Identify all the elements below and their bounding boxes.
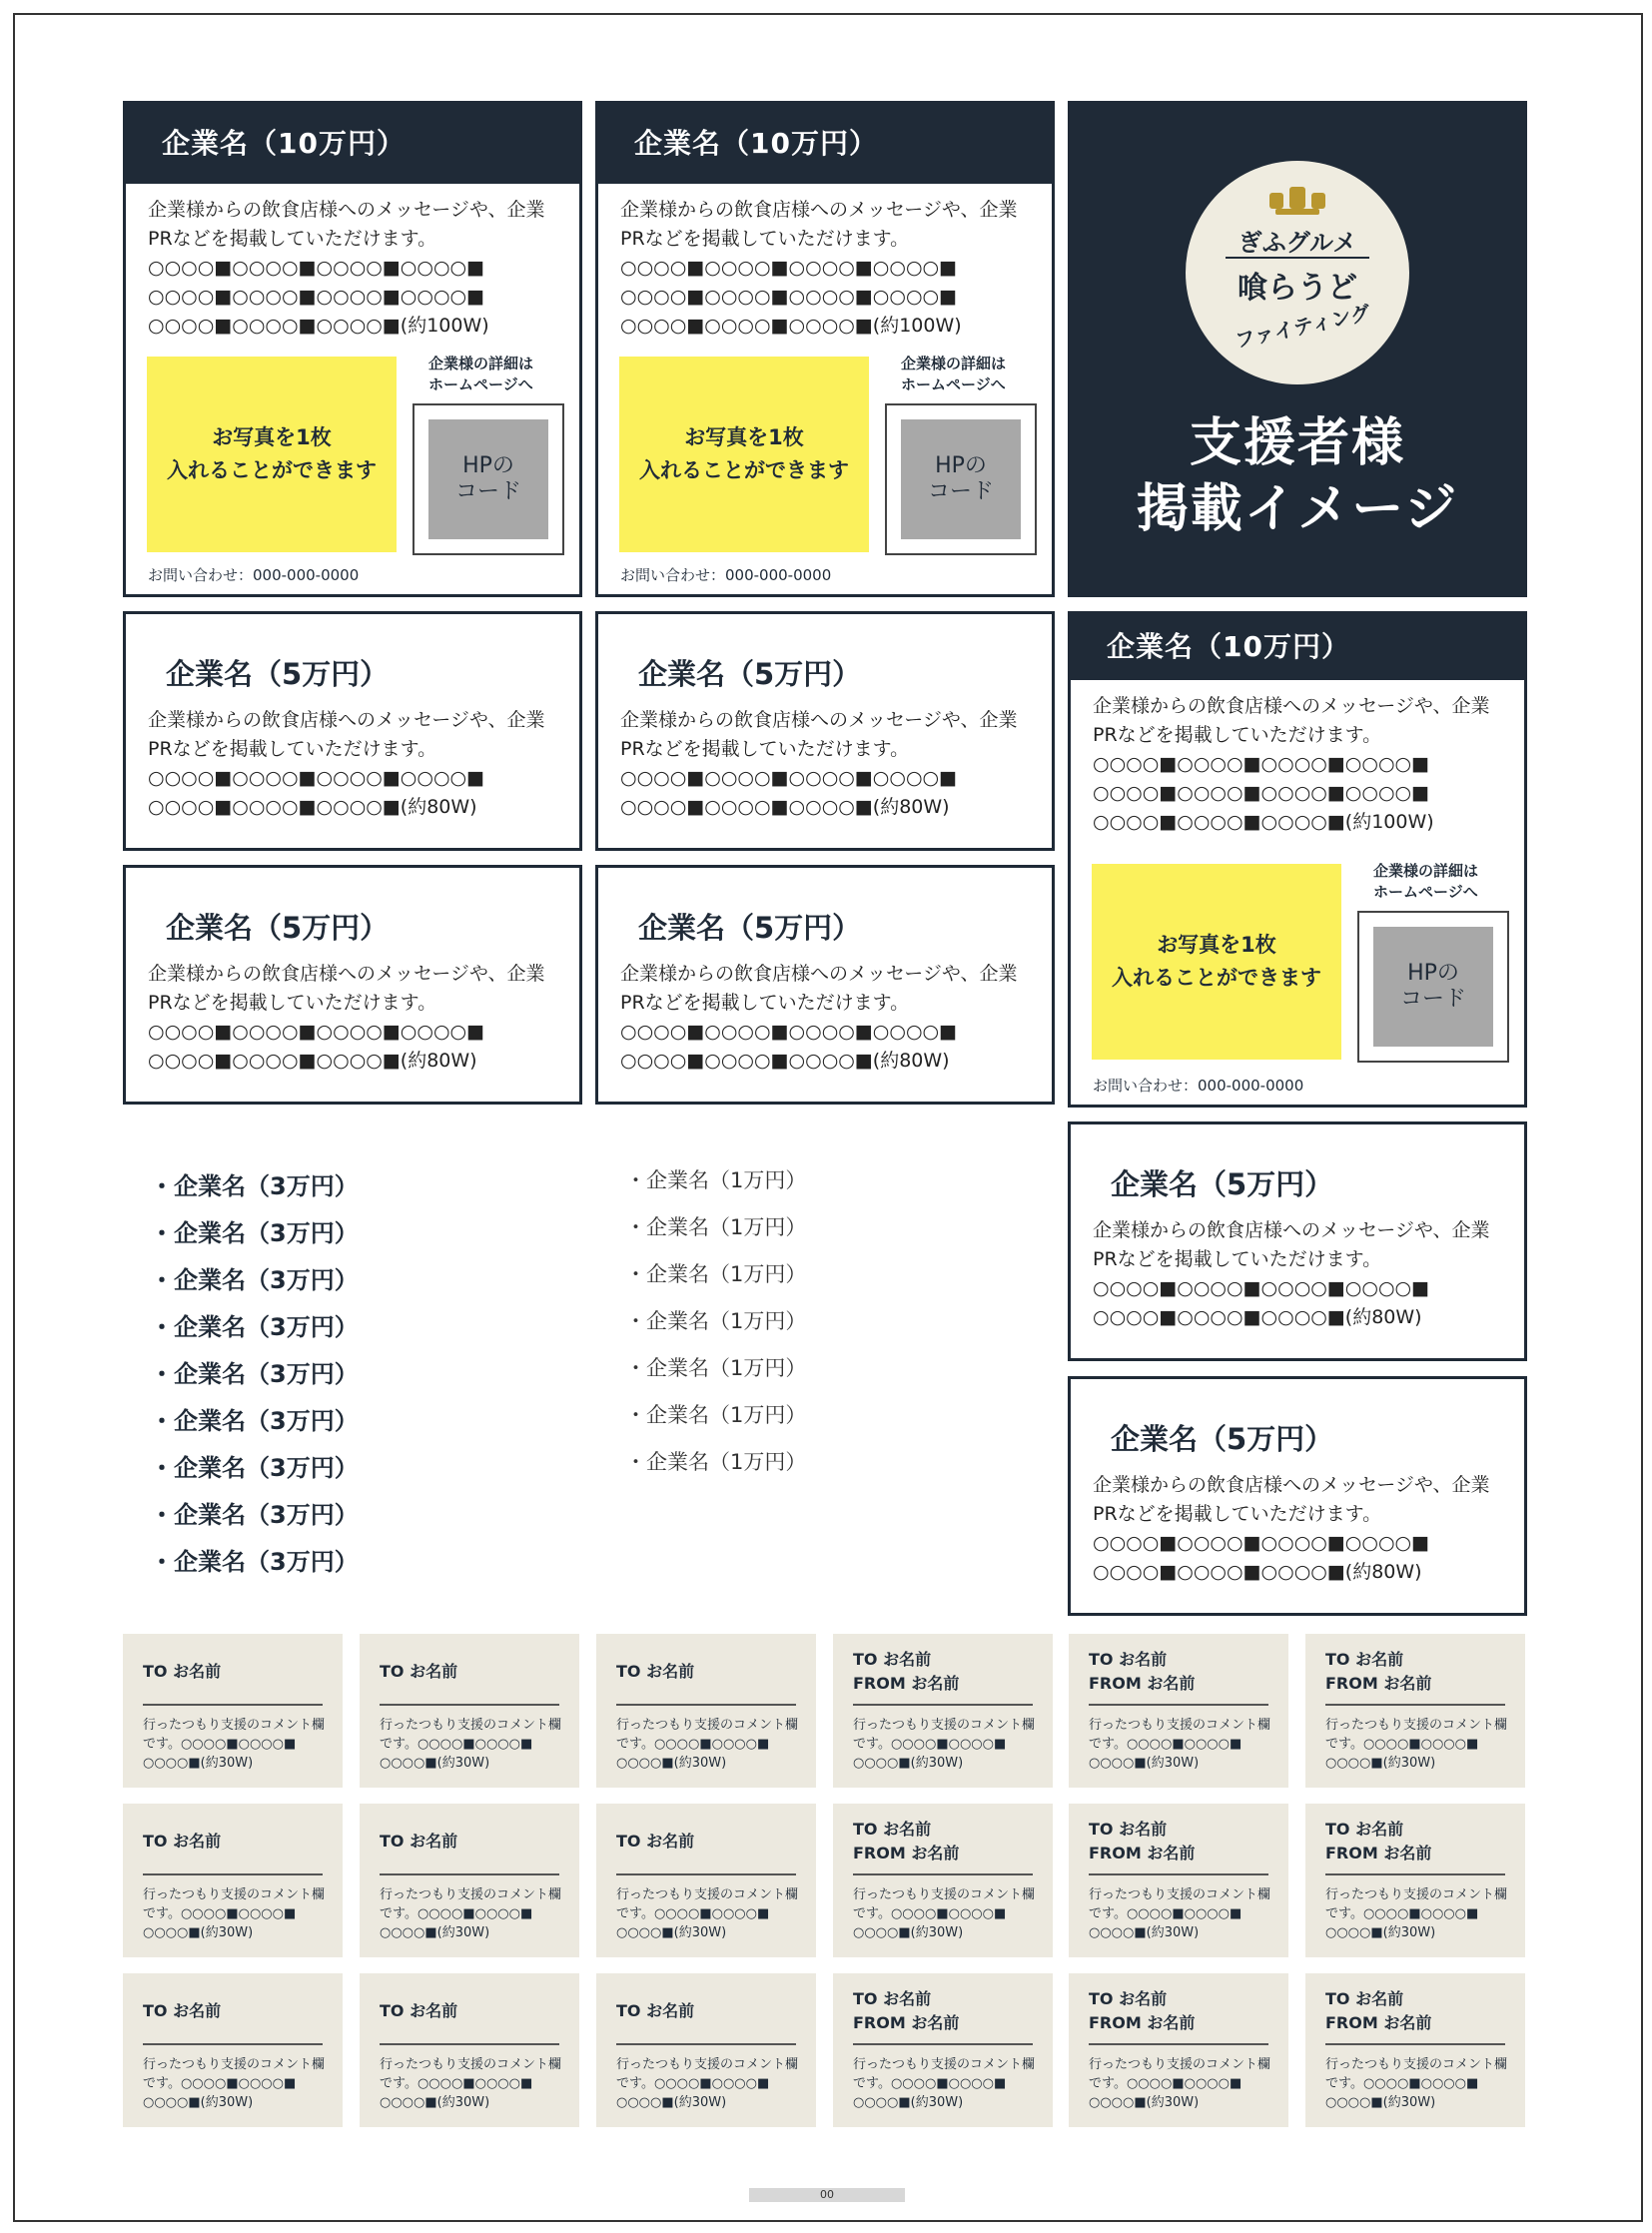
sponsor-box-10man: [1068, 611, 1527, 1108]
list-item: ・企業名（1万円）: [625, 1168, 807, 1192]
hp-caption: 企業様の詳細は ホームページへ: [1373, 862, 1479, 901]
sponsor-name: 企業名（5万円）: [1111, 1422, 1334, 1456]
comment-text: 行ったつもり支援のコメント欄 です。○○○○■○○○○■ ○○○○■(約30W): [616, 2057, 799, 2110]
comment-text: 行ったつもり支援のコメント欄 です。○○○○■○○○○■ ○○○○■(約30W): [1089, 2057, 1271, 2110]
message-card-to: [123, 1804, 343, 1957]
sponsor-name: 企業名（5万円）: [638, 911, 862, 945]
divider: [1089, 1704, 1268, 1706]
sponsor-message: 企業様からの飲食店様へのメッセージや、企業 PRなどを掲載していただけます。 ○○○○■○○○○■○○○○■○○○○■ ○○○○■○○○○■○○○○■(約80W): [620, 963, 1018, 1072]
message-card-to: [123, 1973, 343, 2127]
list-item: ・企業名（3万円）: [150, 1266, 359, 1294]
message-card-to-from: [1305, 1804, 1525, 1957]
contact-info: お問い合わせ：000-000-0000: [1093, 1077, 1304, 1095]
comment-text: 行ったつもり支援のコメント欄 です。○○○○■○○○○■ ○○○○■(約30W): [1325, 1887, 1508, 1940]
gifu-gourmet-logo: ぎふグルメ 喰らうど ファイティング: [1186, 161, 1409, 384]
from-name: FROM お名前: [853, 1844, 960, 1862]
comment-text: 行ったつもり支援のコメント欄 です。○○○○■○○○○■ ○○○○■(約30W): [143, 2057, 326, 2110]
divider: [1089, 1873, 1268, 1875]
message-card-to: [596, 1634, 816, 1788]
divider: [853, 1873, 1033, 1875]
divider: [616, 1873, 796, 1875]
sponsor-message: 企業様からの飲食店様へのメッセージや、企業 PRなどを掲載していただけます。 ○○○○■○○○○■○○○○■○○○○■ ○○○○■○○○○■○○○○■(約80W): [148, 709, 545, 818]
message-card-to-from: [833, 1973, 1053, 2127]
sponsor-list-3man: [150, 1166, 359, 1589]
list-item: ・企業名（1万円）: [625, 1215, 807, 1239]
comment-text: 行ったつもり支援のコメント欄 です。○○○○■○○○○■ ○○○○■(約30W): [1089, 1718, 1271, 1771]
message-card-to-from: [1069, 1973, 1288, 2127]
message-card-to-from: [833, 1804, 1053, 1957]
sponsor-message: 企業様からの飲食店様へのメッセージや、企業 PRなどを掲載していただけます。 ○○○○■○○○○■○○○○■○○○○■ ○○○○■○○○○■○○○○■(約80W): [1093, 1474, 1490, 1583]
to-name: TO お名前: [853, 1650, 932, 1669]
divider: [380, 1873, 559, 1875]
message-card-to: [596, 1804, 816, 1957]
list-item: ・企業名（3万円）: [150, 1548, 359, 1576]
sponsor-box-5man: [123, 611, 582, 851]
to-name: TO お名前: [143, 1662, 222, 1681]
from-name: FROM お名前: [1325, 1674, 1432, 1693]
to-name: TO お名前: [616, 1832, 695, 1851]
message-card-to: [360, 1804, 579, 1957]
message-card-to-from: [1305, 1634, 1525, 1788]
to-name: TO お名前: [1089, 1820, 1168, 1839]
sponsor-name: 企業名（5万円）: [638, 657, 862, 691]
list-item: ・企業名（3万円）: [150, 1501, 359, 1529]
photo-placeholder: お写真を1枚 入れることができます: [1092, 864, 1341, 1060]
from-name: FROM お名前: [1325, 1844, 1432, 1862]
to-name: TO お名前: [853, 1820, 932, 1839]
divider: [1325, 1873, 1505, 1875]
list-item: ・企業名（1万円）: [625, 1262, 807, 1286]
hero-panel: [1068, 101, 1527, 597]
divider: [143, 1704, 323, 1706]
comment-text: 行ったつもり支援のコメント欄 です。○○○○■○○○○■ ○○○○■(約30W): [380, 1887, 562, 1940]
list-item: ・企業名（1万円）: [625, 1309, 807, 1333]
hp-caption: 企業様の詳細は ホームページへ: [901, 355, 1007, 393]
sponsor-box-5man: [1068, 1376, 1527, 1616]
sponsor-box-5man: [595, 865, 1055, 1105]
list-item: ・企業名（3万円）: [150, 1219, 359, 1247]
divider: [616, 2043, 796, 2045]
message-card-to: [596, 1973, 816, 2127]
comment-text: 行ったつもり支援のコメント欄 です。○○○○■○○○○■ ○○○○■(約30W): [380, 1718, 562, 1771]
divider: [143, 2043, 323, 2045]
to-name: TO お名前: [616, 1662, 695, 1681]
sponsor-message: 企業様からの飲食店様へのメッセージや、企業 PRなどを掲載していただけます。 ○○○○■○○○○■○○○○■○○○○■ ○○○○■○○○○■○○○○■○○○○■ ○○○○■○○○○■○○○○■(約100W): [620, 199, 1018, 337]
comment-text: 行ったつもり支援のコメント欄 です。○○○○■○○○○■ ○○○○■(約30W): [853, 1887, 1036, 1940]
divider: [1325, 1704, 1505, 1706]
sponsor-box-5man: [595, 611, 1055, 851]
comment-text: 行ったつもり支援のコメント欄 です。○○○○■○○○○■ ○○○○■(約30W): [143, 1718, 326, 1771]
sponsor-message: 企業様からの飲食店様へのメッセージや、企業 PRなどを掲載していただけます。 ○○○○■○○○○■○○○○■○○○○■ ○○○○■○○○○■○○○○■○○○○■ ○○○○■○○○○■○○○○■(約100W): [148, 199, 545, 337]
to-name: TO お名前: [380, 1832, 458, 1851]
from-name: FROM お名前: [1325, 2013, 1432, 2032]
sponsor-name: 企業名（5万円）: [166, 911, 390, 945]
list-item: ・企業名（3万円）: [150, 1360, 359, 1388]
sponsor-name: 企業名（10万円）: [598, 104, 1052, 184]
message-card-to-from: [1069, 1804, 1288, 1957]
sponsor-box-10man: [123, 101, 582, 597]
to-name: TO お名前: [1325, 1989, 1404, 2008]
sponsor-message: 企業様からの飲食店様へのメッセージや、企業 PRなどを掲載していただけます。 ○○○○■○○○○■○○○○■○○○○■ ○○○○■○○○○■○○○○■(約80W): [148, 963, 545, 1072]
divider: [1325, 2043, 1505, 2045]
to-name: TO お名前: [1089, 1650, 1168, 1669]
sponsor-name: 企業名（5万円）: [1111, 1167, 1334, 1201]
message-card-to-from: [1305, 1973, 1525, 2127]
list-item: ・企業名（3万円）: [150, 1172, 359, 1200]
hero-title: 支援者様 掲載イメージ: [1136, 413, 1459, 539]
to-name: TO お名前: [1325, 1650, 1404, 1669]
comment-text: 行ったつもり支援のコメント欄 です。○○○○■○○○○■ ○○○○■(約30W): [1325, 2057, 1508, 2110]
comment-text: 行ったつもり支援のコメント欄 です。○○○○■○○○○■ ○○○○■(約30W): [616, 1718, 799, 1771]
message-card-to: [360, 1634, 579, 1788]
list-item: ・企業名（3万円）: [150, 1313, 359, 1341]
contact-info: お問い合わせ：000-000-0000: [620, 566, 832, 584]
sponsor-name: 企業名（10万円）: [126, 104, 579, 184]
to-name: TO お名前: [380, 1662, 458, 1681]
to-name: TO お名前: [1089, 1989, 1168, 2008]
divider: [380, 2043, 559, 2045]
from-name: FROM お名前: [1089, 1674, 1196, 1693]
divider: [853, 1704, 1033, 1706]
fist-icon: [1267, 183, 1327, 217]
comment-text: 行ったつもり支援のコメント欄 です。○○○○■○○○○■ ○○○○■(約30W): [380, 2057, 562, 2110]
sponsor-box-5man: [1068, 1121, 1527, 1361]
comment-text: 行ったつもり支援のコメント欄 です。○○○○■○○○○■ ○○○○■(約30W): [853, 1718, 1036, 1771]
comment-text: 行ったつもり支援のコメント欄 です。○○○○■○○○○■ ○○○○■(約30W): [1089, 1887, 1271, 1940]
contact-info: お問い合わせ：000-000-0000: [148, 566, 360, 584]
sponsor-list-1man: [625, 1164, 806, 1493]
to-name: TO お名前: [616, 2001, 695, 2020]
divider: [380, 1704, 559, 1706]
list-item: ・企業名（3万円）: [150, 1454, 359, 1482]
message-card-to: [360, 1973, 579, 2127]
comment-text: 行ったつもり支援のコメント欄 です。○○○○■○○○○■ ○○○○■(約30W): [1325, 1718, 1508, 1771]
hp-caption: 企業様の詳細は ホームページへ: [428, 355, 534, 393]
list-item: ・企業名（1万円）: [625, 1450, 807, 1474]
from-name: FROM お名前: [853, 2013, 960, 2032]
sponsor-name: 企業名（5万円）: [166, 657, 390, 691]
photo-placeholder: お写真を1枚 入れることができます: [147, 357, 397, 552]
from-name: FROM お名前: [853, 1674, 960, 1693]
message-card-to: [123, 1634, 343, 1788]
sponsor-message: 企業様からの飲食店様へのメッセージや、企業 PRなどを掲載していただけます。 ○○○○■○○○○■○○○○■○○○○■ ○○○○■○○○○■○○○○■(約80W): [620, 709, 1018, 818]
comment-text: 行ったつもり支援のコメント欄 です。○○○○■○○○○■ ○○○○■(約30W): [616, 1887, 799, 1940]
divider: [616, 1704, 796, 1706]
sponsor-message: 企業様からの飲食店様へのメッセージや、企業 PRなどを掲載していただけます。 ○○○○■○○○○■○○○○■○○○○■ ○○○○■○○○○■○○○○■○○○○■ ○○○○■○○○○■○○○○■(約100W): [1093, 695, 1490, 833]
comment-text: 行ったつもり支援のコメント欄 です。○○○○■○○○○■ ○○○○■(約30W): [143, 1887, 326, 1940]
to-name: TO お名前: [143, 1832, 222, 1851]
divider: [143, 1873, 323, 1875]
sponsor-name: 企業名（10万円）: [1071, 614, 1524, 680]
to-name: TO お名前: [380, 2001, 458, 2020]
list-item: ・企業名（1万円）: [625, 1403, 807, 1427]
message-card-to-from: [1069, 1634, 1288, 1788]
to-name: TO お名前: [143, 2001, 222, 2020]
sponsor-box-5man: [123, 865, 582, 1105]
to-name: TO お名前: [853, 1989, 932, 2008]
message-card-to-from: [833, 1634, 1053, 1788]
hp-qr-code: HPの コード: [413, 403, 564, 555]
page-number: 00: [749, 2188, 905, 2202]
from-name: FROM お名前: [1089, 2013, 1196, 2032]
hp-qr-code: HPの コード: [1357, 911, 1509, 1063]
sponsor-box-10man: [595, 101, 1055, 597]
list-item: ・企業名（3万円）: [150, 1407, 359, 1435]
from-name: FROM お名前: [1089, 1844, 1196, 1862]
hp-qr-code: HPの コード: [885, 403, 1037, 555]
sponsor-message: 企業様からの飲食店様へのメッセージや、企業 PRなどを掲載していただけます。 ○○○○■○○○○■○○○○■○○○○■ ○○○○■○○○○■○○○○■(約80W): [1093, 1219, 1490, 1328]
divider: [853, 2043, 1033, 2045]
to-name: TO お名前: [1325, 1820, 1404, 1839]
divider: [1089, 2043, 1268, 2045]
photo-placeholder: お写真を1枚 入れることができます: [619, 357, 869, 552]
list-item: ・企業名（1万円）: [625, 1356, 807, 1380]
comment-text: 行ったつもり支援のコメント欄 です。○○○○■○○○○■ ○○○○■(約30W): [853, 2057, 1036, 2110]
